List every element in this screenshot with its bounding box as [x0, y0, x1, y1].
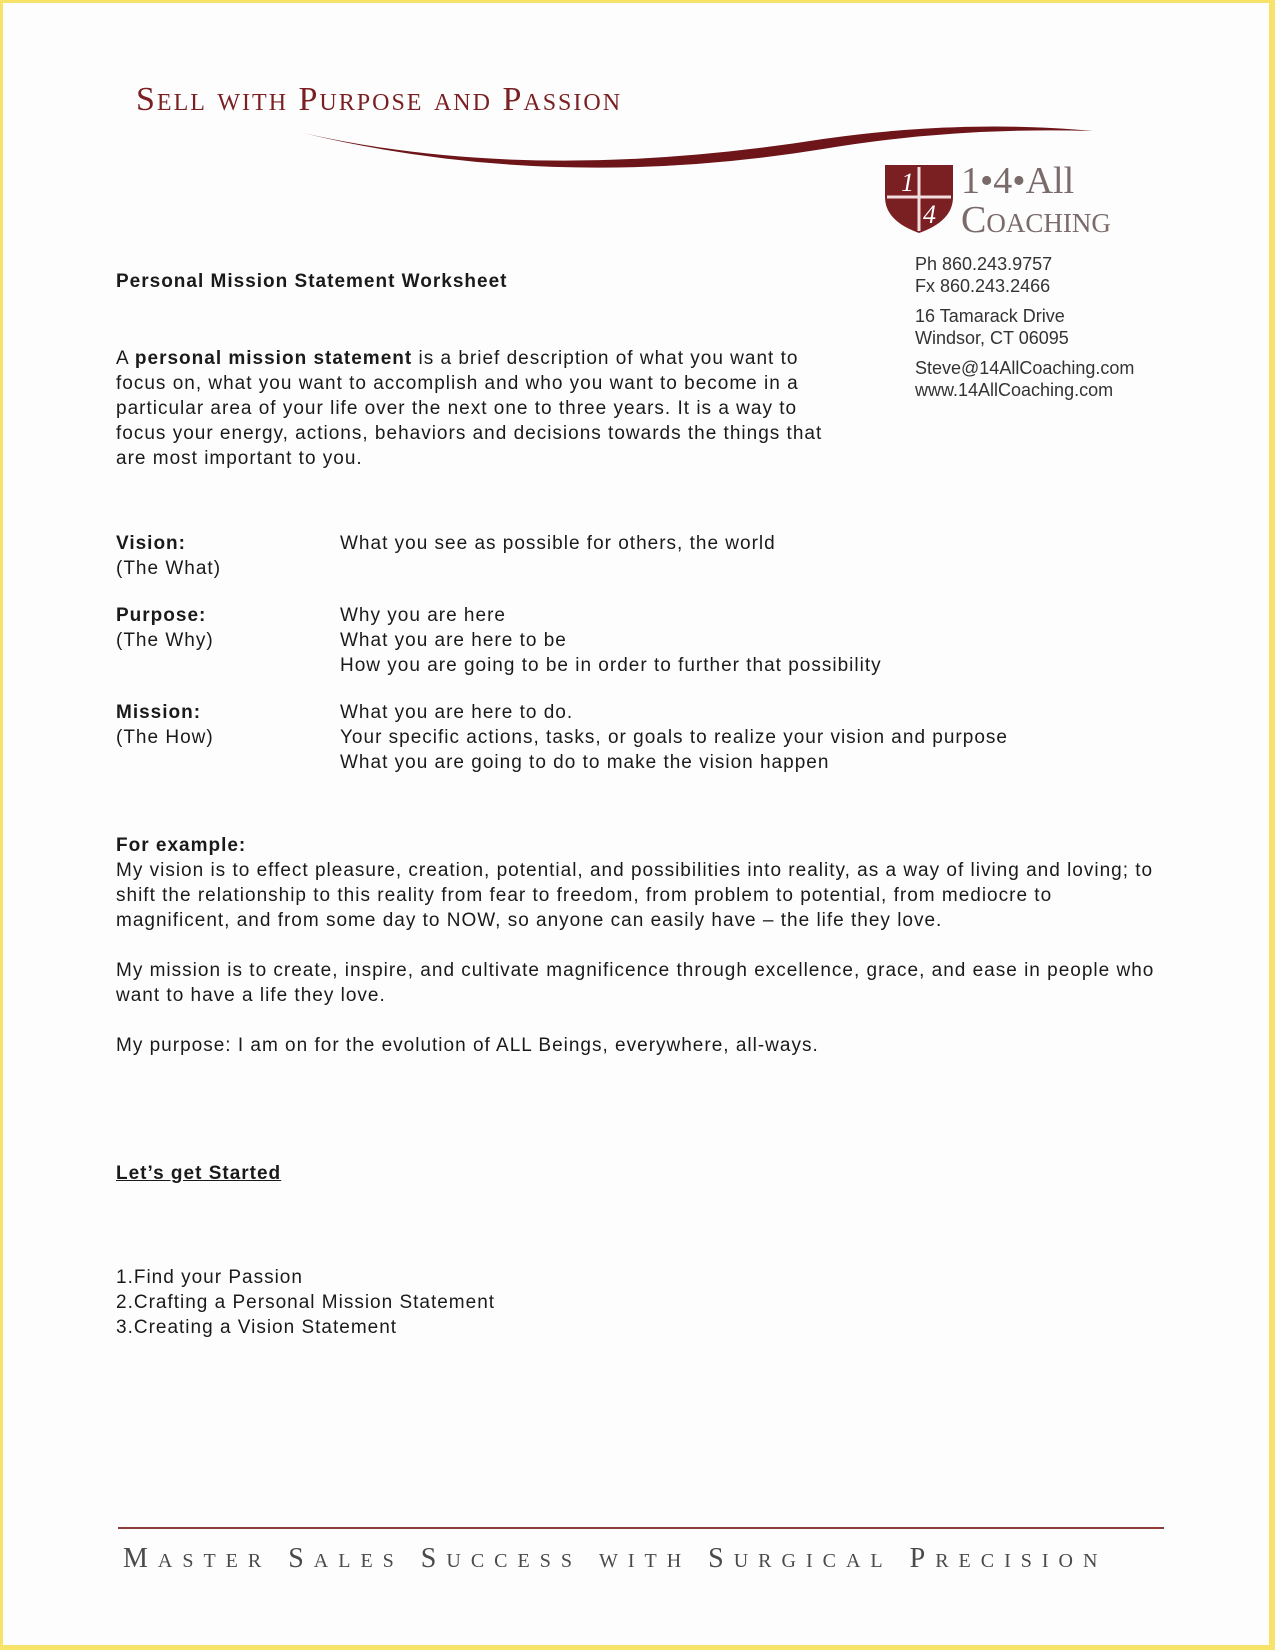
definition-line: How you are going to be in order to further that possibility: [340, 655, 882, 676]
contact-email[interactable]: Steve@14AllCoaching.com: [915, 358, 1135, 378]
definition-term: Vision:: [116, 533, 186, 554]
definition-line: What you see as possible for others, the world: [340, 533, 776, 554]
definition-vision: [116, 531, 1116, 581]
footer-slogan: Master Sales Success with Surgical Precision: [123, 1543, 1108, 1574]
example-heading: For example:: [116, 835, 247, 856]
shield-icon: [883, 163, 955, 235]
intro-rest: is a brief description of what you want to focus on, what you want to accomplish and who you want to become in a particular area of your life over the next one to three years. It is a way to focus your energy, actions, behaviors and decisions towards the things that are most important to you.: [116, 348, 823, 469]
definition-line: What you are going to do to make the vision happen: [340, 752, 830, 773]
contact-phone: Ph 860.243.9757: [915, 254, 1053, 274]
step-item: 1.Find your Passion: [116, 1267, 303, 1288]
example-section: [116, 833, 1166, 1083]
document-page: [3, 3, 1269, 1645]
definition-line: Why you are here: [340, 605, 506, 626]
page-title: Personal Mission Statement Worksheet: [116, 271, 508, 292]
logo-line1: 1•4•All: [961, 160, 1075, 202]
intro-prefix: A: [116, 348, 135, 369]
definition-line: What you are here to do.: [340, 702, 574, 723]
definition-line: Your specific actions, tasks, or goals to realize your vision and purpose: [340, 727, 1008, 748]
definition-term: Mission:: [116, 702, 202, 723]
started-heading: Let’s get Started: [116, 1163, 282, 1184]
step-item: 3.Creating a Vision Statement: [116, 1317, 398, 1338]
contact-fax: Fx 860.243.2466: [915, 276, 1051, 296]
contact-block: [915, 253, 1134, 401]
example-vision: My vision is to effect pleasure, creation, potential, and possibilities into reality, as a way of living and loving; to shift the relationship to this reality from fear to freedom, from problem to potential, from mediocre to magnificent, and from some day to NOW, so anyone can easily have – the life they love.: [116, 860, 1154, 931]
logo-line2: Coaching: [961, 199, 1111, 241]
logo-mark-top: 1: [901, 168, 914, 197]
logo-mark-bottom: 4: [923, 200, 936, 229]
logo-wordmark: [961, 161, 1111, 239]
steps-list: [116, 1265, 495, 1340]
definition-line: What you are here to be: [340, 630, 567, 651]
definition-term: Purpose:: [116, 605, 207, 626]
intro-paragraph: [116, 346, 846, 471]
contact-street: 16 Tamarack Drive: [915, 306, 1065, 326]
contact-website[interactable]: www.14AllCoaching.com: [915, 380, 1114, 400]
header-tagline: Sell with Purpose and Passion: [136, 81, 623, 118]
contact-city: Windsor, CT 06095: [915, 328, 1069, 348]
intro-bold-term: personal mission statement: [134, 348, 413, 369]
example-purpose: My purpose: I am on for the evolution of ALL Beings, everywhere, all-ways.: [116, 1035, 819, 1056]
footer-divider: [118, 1527, 1164, 1529]
definition-sub: (The What): [116, 558, 222, 579]
definition-sub: (The How): [116, 727, 214, 748]
definition-purpose: [116, 603, 1116, 678]
definitions-list: [116, 531, 1116, 797]
example-mission: My mission is to create, inspire, and cultivate magnificence through excellence, grace, and ease in people who want to have a life they love.: [116, 960, 1155, 1006]
step-item: 2.Crafting a Personal Mission Statement: [116, 1292, 496, 1313]
definition-mission: [116, 700, 1116, 775]
definition-sub: (The Why): [116, 630, 214, 651]
